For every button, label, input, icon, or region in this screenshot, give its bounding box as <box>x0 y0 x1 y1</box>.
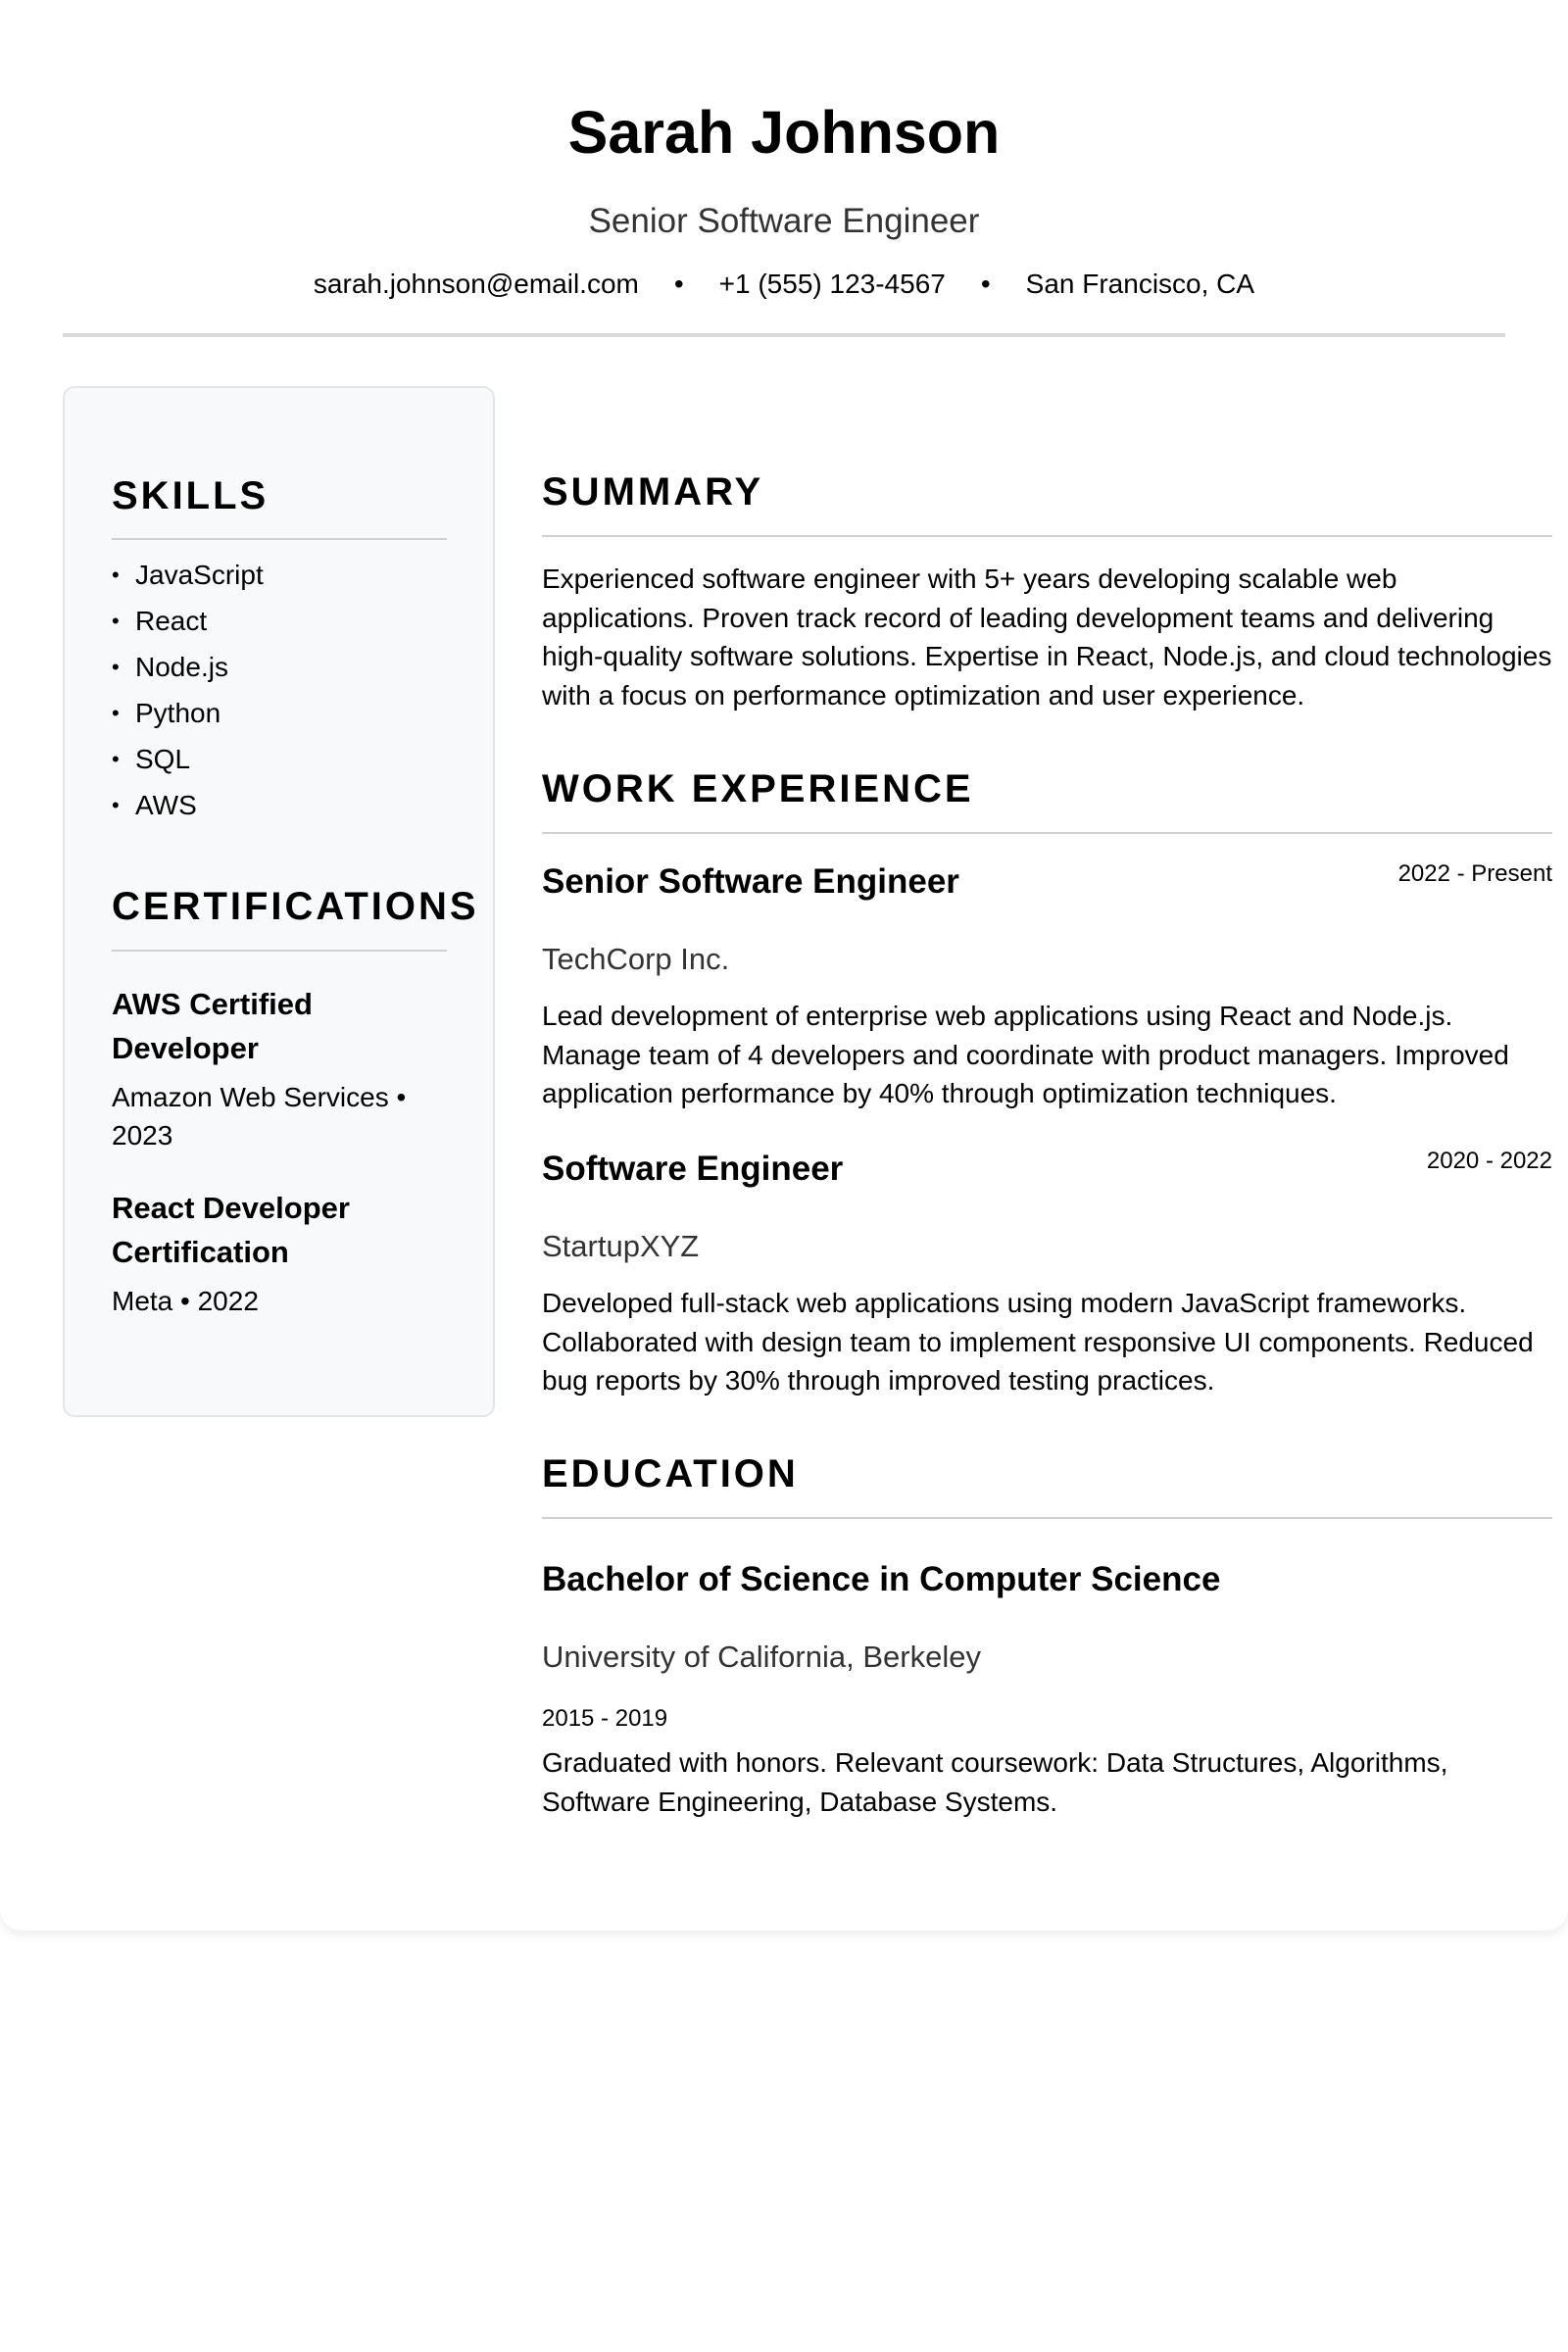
job-dates: 2022 - Present <box>1397 860 1552 887</box>
contact-separator: • <box>980 269 991 299</box>
bullet-icon: • <box>112 609 120 633</box>
skill-item <box>112 556 264 595</box>
bullet-icon: • <box>112 655 120 679</box>
resume-header <box>63 0 1505 337</box>
summary-text: Experienced software engineer with 5+ years developing scalable web applications. Proven track record of leading development teams and delivering high-quality software solutions. Expertise in React, Node.js, and cloud technologies with a focus on performance optimization and user experience. <box>542 564 1552 710</box>
skill-label: SQL <box>135 744 191 774</box>
job-title: Senior Software Engineer <box>542 862 959 901</box>
certification-name: React Developer Certification <box>112 1191 350 1269</box>
job-description: Lead development of enterprise web applications using React and Node.js. Manage team of 4 developers and coordinate with product managers. Improved application performance by 40% through optimization techniques. <box>542 1001 1509 1108</box>
candidate-name: Sarah Johnson <box>567 99 1001 166</box>
job-company: StartupXYZ <box>542 1229 700 1263</box>
skill-item <box>112 648 228 687</box>
summary-divider <box>542 535 1552 537</box>
skills-heading: SKILLS <box>112 474 270 517</box>
job-description: Developed full-stack web applications using modern JavaScript frameworks. Collaborated with design team to implement responsive UI components. Reduced bug reports by 30% through improved testing practices. <box>542 1288 1534 1396</box>
skill-label: Node.js <box>135 652 228 682</box>
experience-divider <box>542 832 1552 834</box>
bullet-icon: • <box>112 563 120 587</box>
education-dates: 2015 - 2019 <box>542 1705 668 1732</box>
degree-title: Bachelor of Science in Computer Science <box>542 1560 1221 1598</box>
contact-email[interactable]: sarah.johnson@email.com <box>313 269 639 299</box>
school-name: University of California, Berkeley <box>542 1640 981 1674</box>
bullet-icon: • <box>112 793 120 817</box>
skill-label: AWS <box>135 790 197 820</box>
sidebar <box>63 386 495 1417</box>
job-title: Software Engineer <box>542 1150 844 1188</box>
bullet-icon: • <box>112 747 120 771</box>
contact-line <box>63 265 1505 304</box>
certification-name: AWS Certified Developer <box>112 987 313 1065</box>
contact-phone[interactable]: +1 (555) 123-4567 <box>718 269 946 299</box>
certifications-heading: CERTIFICATIONS <box>112 885 479 928</box>
skill-item <box>112 694 220 733</box>
certifications-divider <box>112 950 447 952</box>
certification-issuer: Meta • 2022 <box>112 1286 259 1316</box>
contact-separator: • <box>673 269 684 299</box>
skill-item <box>112 602 207 641</box>
skill-label: React <box>135 606 208 636</box>
job-company: TechCorp Inc. <box>542 942 730 976</box>
certification-issuer: Amazon Web Services • 2023 <box>112 1082 407 1151</box>
skill-item <box>112 786 197 825</box>
skills-divider <box>112 538 447 540</box>
experience-heading: WORK EXPERIENCE <box>542 767 974 810</box>
job-dates: 2020 - 2022 <box>1426 1148 1552 1174</box>
education-description: Graduated with honors. Relevant coursework: Data Structures, Algorithms, Software Engineering, Database Systems. <box>542 1747 1448 1817</box>
contact-location: San Francisco, CA <box>1025 269 1255 299</box>
skill-label: JavaScript <box>135 560 264 590</box>
candidate-title: Senior Software Engineer <box>588 202 980 240</box>
summary-heading: SUMMARY <box>542 470 764 514</box>
education-divider <box>542 1517 1552 1519</box>
skill-label: Python <box>135 698 221 728</box>
education-heading: EDUCATION <box>542 1452 799 1495</box>
bullet-icon: • <box>112 701 120 725</box>
skill-item <box>112 740 190 779</box>
